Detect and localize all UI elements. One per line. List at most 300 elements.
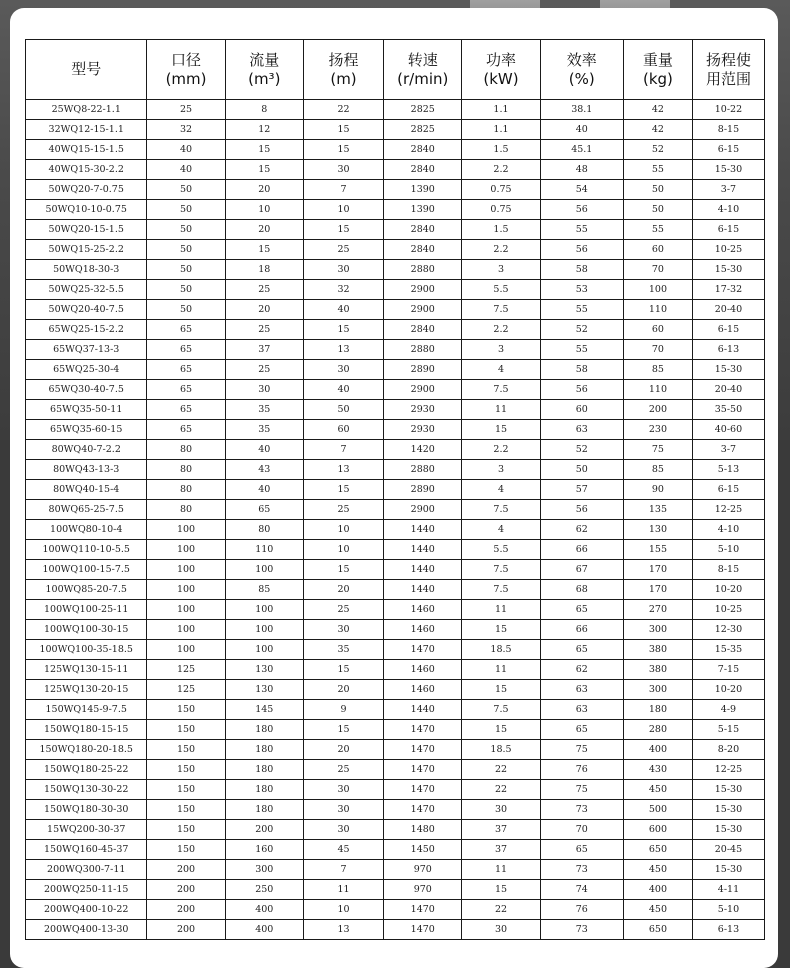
- table-cell: 2930: [384, 420, 462, 440]
- table-cell: 70: [540, 820, 623, 840]
- table-cell: 2900: [384, 300, 462, 320]
- table-cell: 80WQ65-25-7.5: [26, 500, 147, 520]
- table-cell: 5.5: [462, 280, 540, 300]
- table-cell: 7: [303, 180, 383, 200]
- table-cell: 80: [147, 440, 225, 460]
- table-cell: 65: [147, 400, 225, 420]
- table-cell: 15: [225, 140, 303, 160]
- table-cell: 200: [147, 860, 225, 880]
- table-row: [26, 280, 765, 300]
- spec-card: [10, 8, 778, 968]
- table-cell: 15: [303, 320, 383, 340]
- table-cell: 7: [303, 860, 383, 880]
- table-cell: 5.5: [462, 540, 540, 560]
- table-cell: 65: [540, 840, 623, 860]
- table-cell: 37: [225, 340, 303, 360]
- table-cell: 30: [303, 620, 383, 640]
- table-cell: 150WQ160-45-37: [26, 840, 147, 860]
- table-cell: 22: [303, 100, 383, 120]
- table-cell: 100WQ100-25-11: [26, 600, 147, 620]
- table-cell: 10: [303, 900, 383, 920]
- table-cell: 15-30: [692, 800, 764, 820]
- table-cell: 155: [623, 540, 692, 560]
- table-cell: 200WQ250-11-15: [26, 880, 147, 900]
- table-cell: 100: [147, 520, 225, 540]
- table-cell: 125: [147, 660, 225, 680]
- table-cell: 200WQ400-13-30: [26, 920, 147, 940]
- table-cell: 54: [540, 180, 623, 200]
- table-cell: 5-15: [692, 720, 764, 740]
- table-cell: 1470: [384, 900, 462, 920]
- table-row: [26, 420, 765, 440]
- table-cell: 4: [462, 360, 540, 380]
- table-cell: 1440: [384, 560, 462, 580]
- table-cell: 4-11: [692, 880, 764, 900]
- table-row: [26, 200, 765, 220]
- table-row: [26, 760, 765, 780]
- table-cell: 11: [462, 600, 540, 620]
- table-cell: 63: [540, 420, 623, 440]
- table-cell: 2825: [384, 120, 462, 140]
- table-cell: 30: [303, 800, 383, 820]
- table-row: [26, 580, 765, 600]
- table-cell: 170: [623, 560, 692, 580]
- table-cell: 150: [147, 720, 225, 740]
- table-cell: 58: [540, 360, 623, 380]
- table-cell: 57: [540, 480, 623, 500]
- table-row: [26, 780, 765, 800]
- table-row: [26, 640, 765, 660]
- table-cell: 10: [303, 540, 383, 560]
- table-cell: 400: [623, 880, 692, 900]
- table-cell: 50WQ10-10-0.75: [26, 200, 147, 220]
- table-cell: 100: [623, 280, 692, 300]
- table-cell: 2840: [384, 160, 462, 180]
- table-cell: 35: [225, 400, 303, 420]
- table-cell: 70: [623, 260, 692, 280]
- table-cell: 50: [147, 240, 225, 260]
- table-cell: 100WQ85-20-7.5: [26, 580, 147, 600]
- table-cell: 80WQ43-13-3: [26, 460, 147, 480]
- table-cell: 10-20: [692, 580, 764, 600]
- table-cell: 7: [303, 440, 383, 460]
- table-cell: 74: [540, 880, 623, 900]
- table-cell: 200: [147, 900, 225, 920]
- table-cell: 50WQ25-32-5.5: [26, 280, 147, 300]
- table-cell: 2880: [384, 260, 462, 280]
- table-cell: 50WQ20-7-0.75: [26, 180, 147, 200]
- table-cell: 5-10: [692, 900, 764, 920]
- table-row: [26, 400, 765, 420]
- table-cell: 15: [303, 480, 383, 500]
- table-cell: 56: [540, 240, 623, 260]
- table-cell: 20: [303, 680, 383, 700]
- table-row: [26, 180, 765, 200]
- table-cell: 430: [623, 760, 692, 780]
- table-cell: 50: [147, 200, 225, 220]
- table-cell: 50: [147, 280, 225, 300]
- column-header: 口径 (mm): [147, 40, 225, 100]
- table-cell: 15: [225, 240, 303, 260]
- table-cell: 2.2: [462, 440, 540, 460]
- table-cell: 65: [540, 600, 623, 620]
- table-cell: 15-30: [692, 860, 764, 880]
- table-cell: 15: [462, 680, 540, 700]
- table-cell: 50WQ15-25-2.2: [26, 240, 147, 260]
- table-cell: 15WQ200-30-37: [26, 820, 147, 840]
- table-cell: 32: [147, 120, 225, 140]
- table-cell: 11: [303, 880, 383, 900]
- table-cell: 30: [303, 160, 383, 180]
- column-header: 转速 (r/min): [384, 40, 462, 100]
- table-cell: 2930: [384, 400, 462, 420]
- table-cell: 65: [540, 720, 623, 740]
- table-cell: 15: [303, 120, 383, 140]
- table-cell: 42: [623, 120, 692, 140]
- table-cell: 1470: [384, 800, 462, 820]
- table-cell: 90: [623, 480, 692, 500]
- table-cell: 15: [303, 660, 383, 680]
- table-cell: 380: [623, 660, 692, 680]
- table-cell: 7.5: [462, 500, 540, 520]
- table-header-row: [26, 40, 765, 100]
- table-cell: 15: [303, 140, 383, 160]
- table-cell: 10-25: [692, 240, 764, 260]
- table-cell: 1.1: [462, 100, 540, 120]
- table-row: [26, 300, 765, 320]
- table-cell: 10: [225, 200, 303, 220]
- table-cell: 80WQ40-15-4: [26, 480, 147, 500]
- table-row: [26, 320, 765, 340]
- table-cell: 2890: [384, 480, 462, 500]
- table-cell: 30: [303, 260, 383, 280]
- table-cell: 76: [540, 900, 623, 920]
- table-cell: 100WQ100-15-7.5: [26, 560, 147, 580]
- table-cell: 110: [623, 380, 692, 400]
- table-row: [26, 220, 765, 240]
- table-cell: 150: [147, 800, 225, 820]
- table-cell: 6-15: [692, 140, 764, 160]
- table-cell: 650: [623, 840, 692, 860]
- table-cell: 180: [623, 700, 692, 720]
- table-cell: 65WQ37-13-3: [26, 340, 147, 360]
- column-header: 扬程 (m): [303, 40, 383, 100]
- table-cell: 2900: [384, 380, 462, 400]
- table-cell: 20: [225, 220, 303, 240]
- table-cell: 15: [462, 720, 540, 740]
- table-cell: 50: [540, 460, 623, 480]
- table-cell: 180: [225, 740, 303, 760]
- table-cell: 2.2: [462, 240, 540, 260]
- table-cell: 1470: [384, 780, 462, 800]
- table-cell: 20-40: [692, 300, 764, 320]
- table-cell: 11: [462, 660, 540, 680]
- table-row: [26, 460, 765, 480]
- table-cell: 20: [225, 180, 303, 200]
- table-cell: 180: [225, 760, 303, 780]
- table-cell: 145: [225, 700, 303, 720]
- table-cell: 25: [303, 600, 383, 620]
- table-cell: 150WQ145-9-7.5: [26, 700, 147, 720]
- table-cell: 50: [147, 300, 225, 320]
- table-cell: 100: [225, 640, 303, 660]
- table-cell: 380: [623, 640, 692, 660]
- table-cell: 1440: [384, 540, 462, 560]
- table-cell: 280: [623, 720, 692, 740]
- table-cell: 4-10: [692, 520, 764, 540]
- table-row: [26, 500, 765, 520]
- table-cell: 2.2: [462, 320, 540, 340]
- table-cell: 65: [147, 380, 225, 400]
- table-cell: 66: [540, 540, 623, 560]
- table-cell: 50WQ20-15-1.5: [26, 220, 147, 240]
- table-cell: 150WQ180-20-18.5: [26, 740, 147, 760]
- table-cell: 6-15: [692, 320, 764, 340]
- table-cell: 65: [147, 360, 225, 380]
- table-cell: 100: [147, 600, 225, 620]
- table-row: [26, 260, 765, 280]
- table-cell: 7.5: [462, 380, 540, 400]
- table-cell: 100: [225, 620, 303, 640]
- table-cell: 80: [147, 500, 225, 520]
- table-cell: 1450: [384, 840, 462, 860]
- table-cell: 2840: [384, 320, 462, 340]
- table-cell: 15: [303, 220, 383, 240]
- table-cell: 2890: [384, 360, 462, 380]
- table-cell: 55: [623, 160, 692, 180]
- table-cell: 3: [462, 260, 540, 280]
- table-row: [26, 140, 765, 160]
- table-cell: 7.5: [462, 580, 540, 600]
- table-cell: 11: [462, 400, 540, 420]
- table-cell: 65: [147, 420, 225, 440]
- column-header: 功率 (kW): [462, 40, 540, 100]
- table-cell: 32: [303, 280, 383, 300]
- table-cell: 20: [225, 300, 303, 320]
- table-cell: 4-10: [692, 200, 764, 220]
- table-cell: 3-7: [692, 180, 764, 200]
- table-row: [26, 340, 765, 360]
- table-cell: 80WQ40-7-2.2: [26, 440, 147, 460]
- table-cell: 1470: [384, 760, 462, 780]
- table-cell: 12-25: [692, 760, 764, 780]
- table-cell: 85: [225, 580, 303, 600]
- table-cell: 10-20: [692, 680, 764, 700]
- table-cell: 100: [225, 600, 303, 620]
- table-cell: 75: [623, 440, 692, 460]
- table-cell: 650: [623, 920, 692, 940]
- table-cell: 8-15: [692, 120, 764, 140]
- table-cell: 0.75: [462, 180, 540, 200]
- table-cell: 60: [540, 400, 623, 420]
- table-cell: 50: [303, 400, 383, 420]
- table-cell: 52: [540, 440, 623, 460]
- table-cell: 40WQ15-30-2.2: [26, 160, 147, 180]
- pump-spec-table: [25, 39, 765, 940]
- table-cell: 50: [147, 260, 225, 280]
- table-row: [26, 440, 765, 460]
- table-cell: 1460: [384, 620, 462, 640]
- table-cell: 25WQ8-22-1.1: [26, 100, 147, 120]
- table-cell: 6-13: [692, 920, 764, 940]
- table-cell: 970: [384, 880, 462, 900]
- table-cell: 180: [225, 780, 303, 800]
- table-cell: 62: [540, 520, 623, 540]
- table-cell: 30: [225, 380, 303, 400]
- table-cell: 30: [303, 360, 383, 380]
- table-cell: 15-30: [692, 260, 764, 280]
- table-cell: 100: [147, 580, 225, 600]
- table-cell: 35-50: [692, 400, 764, 420]
- table-cell: 15-35: [692, 640, 764, 660]
- table-cell: 300: [623, 680, 692, 700]
- table-row: [26, 700, 765, 720]
- table-row: [26, 600, 765, 620]
- table-cell: 450: [623, 780, 692, 800]
- table-cell: 65: [540, 640, 623, 660]
- table-cell: 73: [540, 860, 623, 880]
- table-cell: 6-13: [692, 340, 764, 360]
- table-cell: 450: [623, 900, 692, 920]
- table-row: [26, 660, 765, 680]
- table-cell: 15: [303, 720, 383, 740]
- table-cell: 20-45: [692, 840, 764, 860]
- table-cell: 7.5: [462, 300, 540, 320]
- table-cell: 80: [147, 480, 225, 500]
- table-cell: 125WQ130-15-11: [26, 660, 147, 680]
- table-cell: 8-20: [692, 740, 764, 760]
- table-cell: 2880: [384, 460, 462, 480]
- table-cell: 37: [462, 840, 540, 860]
- table-cell: 10-25: [692, 600, 764, 620]
- table-cell: 32WQ12-15-1.1: [26, 120, 147, 140]
- table-cell: 55: [623, 220, 692, 240]
- table-cell: 270: [623, 600, 692, 620]
- table-cell: 30: [462, 800, 540, 820]
- table-cell: 15-30: [692, 360, 764, 380]
- table-cell: 200: [623, 400, 692, 420]
- table-cell: 400: [225, 900, 303, 920]
- table-cell: 22: [462, 760, 540, 780]
- table-cell: 125: [147, 680, 225, 700]
- table-cell: 7.5: [462, 700, 540, 720]
- table-cell: 73: [540, 920, 623, 940]
- table-cell: 100: [225, 560, 303, 580]
- table-cell: 250: [225, 880, 303, 900]
- table-row: [26, 380, 765, 400]
- table-cell: 66: [540, 620, 623, 640]
- table-cell: 400: [225, 920, 303, 940]
- table-cell: 2900: [384, 500, 462, 520]
- table-cell: 15-30: [692, 820, 764, 840]
- table-cell: 12: [225, 120, 303, 140]
- table-cell: 1480: [384, 820, 462, 840]
- table-cell: 100: [147, 620, 225, 640]
- table-row: [26, 480, 765, 500]
- table-row: [26, 360, 765, 380]
- table-row: [26, 740, 765, 760]
- table-cell: 15: [303, 560, 383, 580]
- table-cell: 60: [303, 420, 383, 440]
- table-cell: 10-22: [692, 100, 764, 120]
- table-cell: 15: [462, 420, 540, 440]
- table-cell: 18.5: [462, 640, 540, 660]
- table-cell: 100: [147, 640, 225, 660]
- table-cell: 180: [225, 720, 303, 740]
- table-cell: 15: [225, 160, 303, 180]
- table-cell: 2840: [384, 240, 462, 260]
- table-cell: 55: [540, 340, 623, 360]
- table-cell: 12-30: [692, 620, 764, 640]
- table-cell: 100WQ100-30-15: [26, 620, 147, 640]
- table-cell: 400: [623, 740, 692, 760]
- table-cell: 45: [303, 840, 383, 860]
- table-cell: 40: [303, 300, 383, 320]
- table-cell: 12-25: [692, 500, 764, 520]
- table-cell: 125WQ130-20-15: [26, 680, 147, 700]
- table-cell: 80: [147, 460, 225, 480]
- table-cell: 43: [225, 460, 303, 480]
- table-row: [26, 820, 765, 840]
- table-cell: 25: [225, 360, 303, 380]
- table-cell: 20-40: [692, 380, 764, 400]
- table-cell: 40: [147, 160, 225, 180]
- table-cell: 58: [540, 260, 623, 280]
- table-cell: 200: [147, 920, 225, 940]
- table-row: [26, 160, 765, 180]
- table-cell: 25: [303, 240, 383, 260]
- table-cell: 50: [147, 180, 225, 200]
- table-cell: 70: [623, 340, 692, 360]
- table-cell: 48: [540, 160, 623, 180]
- table-cell: 56: [540, 380, 623, 400]
- table-row: [26, 920, 765, 940]
- table-cell: 13: [303, 460, 383, 480]
- table-cell: 63: [540, 680, 623, 700]
- table-cell: 5-10: [692, 540, 764, 560]
- table-cell: 1440: [384, 580, 462, 600]
- table-cell: 200WQ400-10-22: [26, 900, 147, 920]
- table-cell: 65WQ35-60-15: [26, 420, 147, 440]
- table-cell: 75: [540, 780, 623, 800]
- table-cell: 9: [303, 700, 383, 720]
- table-cell: 56: [540, 500, 623, 520]
- table-cell: 75: [540, 740, 623, 760]
- table-cell: 160: [225, 840, 303, 860]
- table-cell: 35: [303, 640, 383, 660]
- table-cell: 2900: [384, 280, 462, 300]
- table-cell: 200: [225, 820, 303, 840]
- table-cell: 1470: [384, 720, 462, 740]
- table-cell: 3: [462, 460, 540, 480]
- table-cell: 13: [303, 920, 383, 940]
- table-cell: 3: [462, 340, 540, 360]
- table-cell: 62: [540, 660, 623, 680]
- table-cell: 30: [303, 820, 383, 840]
- table-cell: 2.2: [462, 160, 540, 180]
- column-header: 型号: [26, 40, 147, 100]
- table-cell: 300: [623, 620, 692, 640]
- table-cell: 15-30: [692, 160, 764, 180]
- table-cell: 85: [623, 460, 692, 480]
- table-cell: 50: [623, 180, 692, 200]
- table-cell: 40WQ15-15-1.5: [26, 140, 147, 160]
- table-cell: 63: [540, 700, 623, 720]
- table-cell: 3-7: [692, 440, 764, 460]
- table-cell: 25: [225, 320, 303, 340]
- table-cell: 42: [623, 100, 692, 120]
- table-cell: 1390: [384, 200, 462, 220]
